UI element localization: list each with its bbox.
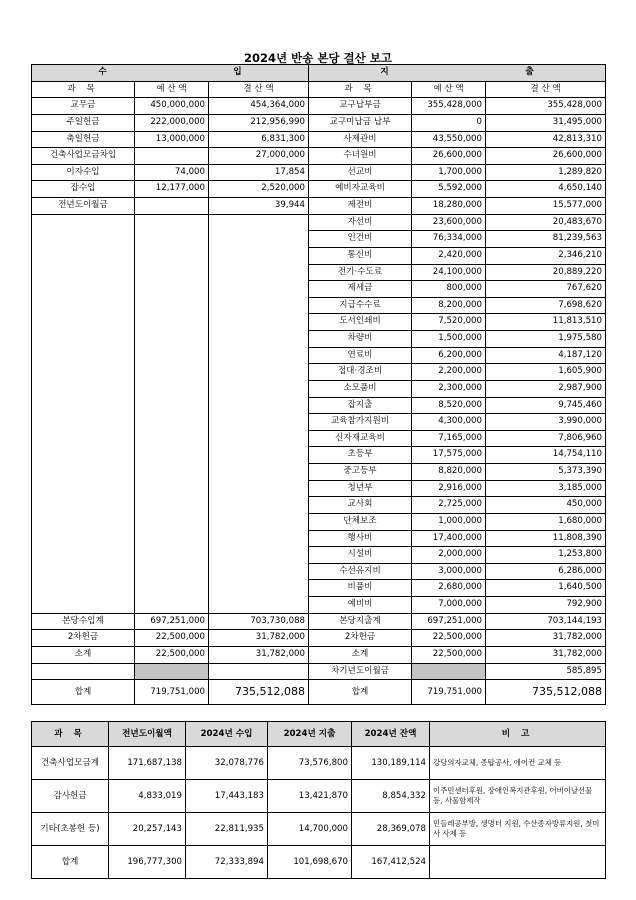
empty-cell xyxy=(135,414,209,431)
empty-cell xyxy=(209,314,309,331)
empty-cell xyxy=(32,247,135,264)
expense-item-actual: 792,900 xyxy=(486,597,606,614)
empty-cell xyxy=(209,231,309,248)
empty-cell xyxy=(32,663,135,680)
expense-total-budget: 22,500,000 xyxy=(412,630,486,647)
income-section-header: 수 입 xyxy=(32,65,309,82)
empty-cell xyxy=(32,547,135,564)
empty-cell xyxy=(32,513,135,530)
expense-item-actual: 4,187,120 xyxy=(486,347,606,364)
expense-item-budget: 26,600,000 xyxy=(412,148,486,165)
sub-column-header: 2024년 지출 xyxy=(268,722,352,747)
expense-budget-header: 예 산 액 xyxy=(412,81,486,98)
empty-cell xyxy=(209,663,309,680)
expense-item-budget: 24,100,000 xyxy=(412,264,486,281)
table-row xyxy=(32,513,606,530)
empty-cell xyxy=(135,231,209,248)
empty-cell xyxy=(135,347,209,364)
carry-next-row xyxy=(32,663,606,680)
empty-cell xyxy=(32,447,135,464)
expense-item-name: 단체보조 xyxy=(309,513,412,530)
income-item-budget xyxy=(135,198,209,215)
expense-item-name: 수선유지비 xyxy=(309,563,412,580)
expense-total-budget: 697,251,000 xyxy=(412,613,486,630)
empty-cell xyxy=(209,513,309,530)
empty-cell xyxy=(32,347,135,364)
empty-cell xyxy=(209,547,309,564)
empty-cell xyxy=(135,464,209,481)
expense-item-budget: 1,500,000 xyxy=(412,331,486,348)
table-row xyxy=(32,198,606,215)
sub-row-expense: 13,421,870 xyxy=(268,780,352,813)
expense-item-name: 신자재교육비 xyxy=(309,430,412,447)
sub-row-balance: 28,369,078 xyxy=(352,813,430,846)
expense-item-actual: 3,185,000 xyxy=(486,480,606,497)
expense-item-actual: 5,373,390 xyxy=(486,464,606,481)
expense-item-actual: 3,990,000 xyxy=(486,414,606,431)
total-row xyxy=(32,613,606,630)
income-budget-header: 예 산 액 xyxy=(135,81,209,98)
table-row xyxy=(32,214,606,231)
empty-cell xyxy=(135,314,209,331)
empty-cell xyxy=(209,464,309,481)
sub-row-income: 17,443,183 xyxy=(186,780,268,813)
income-item-budget: 12,177,000 xyxy=(135,181,209,198)
expense-item-budget: 17,575,000 xyxy=(412,447,486,464)
empty-cell xyxy=(209,430,309,447)
expense-item-name: 시설비 xyxy=(309,547,412,564)
expense-item-budget: 2,200,000 xyxy=(412,364,486,381)
table-row xyxy=(32,563,606,580)
table-row xyxy=(32,297,606,314)
expense-item-name: 통신비 xyxy=(309,247,412,264)
expense-item-actual: 26,600,000 xyxy=(486,148,606,165)
empty-cell xyxy=(209,563,309,580)
income-grand-budget: 719,751,000 xyxy=(135,680,209,705)
income-item-name: 건축사업모금차입 xyxy=(32,148,135,165)
table-row xyxy=(32,430,606,447)
income-item-name: 교무금 xyxy=(32,98,135,115)
empty-cell xyxy=(32,214,135,231)
expense-item-name: 예비자교육비 xyxy=(309,181,412,198)
income-item-name: 전년도이월금 xyxy=(32,198,135,215)
income-item-actual: 39,944 xyxy=(209,198,309,215)
empty-cell xyxy=(32,464,135,481)
expense-item-actual: 1,680,000 xyxy=(486,513,606,530)
expense-item-name: 접대·경조비 xyxy=(309,364,412,381)
expense-item-actual: 42,813,310 xyxy=(486,131,606,148)
table-row xyxy=(32,530,606,547)
expense-item-actual: 450,000 xyxy=(486,497,606,514)
expense-item-budget: 6,200,000 xyxy=(412,347,486,364)
expense-item-budget: 0 xyxy=(412,114,486,131)
income-item-actual: 17,854 xyxy=(209,164,309,181)
expense-item-actual: 1,605,900 xyxy=(486,364,606,381)
expense-item-name: 초등부 xyxy=(309,447,412,464)
income-item-name: 주일헌금 xyxy=(32,114,135,131)
sub-column-header: 2024년 잔액 xyxy=(352,722,430,747)
empty-cell xyxy=(32,497,135,514)
sub-table-row xyxy=(32,846,606,879)
expense-item-budget: 4,300,000 xyxy=(412,414,486,431)
empty-cell xyxy=(32,530,135,547)
sub-table-row xyxy=(32,813,606,846)
empty-cell xyxy=(209,380,309,397)
expense-item-actual: 2,346,210 xyxy=(486,247,606,264)
empty-cell xyxy=(209,497,309,514)
expense-item-budget: 7,520,000 xyxy=(412,314,486,331)
empty-cell xyxy=(135,297,209,314)
expense-item-actual: 1,253,800 xyxy=(486,547,606,564)
empty-cell xyxy=(32,380,135,397)
income-item-budget: 13,000,000 xyxy=(135,131,209,148)
income-total-budget: 697,251,000 xyxy=(135,613,209,630)
carry-next-name: 차기년도이월금 xyxy=(309,663,412,680)
gray-cell xyxy=(412,663,486,680)
expense-item-budget: 43,550,000 xyxy=(412,131,486,148)
expense-item-actual: 6,286,000 xyxy=(486,563,606,580)
expense-item-name: 도서인쇄비 xyxy=(309,314,412,331)
sub-row-income: 72,333,894 xyxy=(186,846,268,879)
carry-next-actual: 585,895 xyxy=(486,663,606,680)
table-row xyxy=(32,397,606,414)
empty-cell xyxy=(209,530,309,547)
table-row xyxy=(32,464,606,481)
expense-item-budget: 1,000,000 xyxy=(412,513,486,530)
income-item-name: 축일헌금 xyxy=(32,131,135,148)
income-actual-header: 결 산 액 xyxy=(209,81,309,98)
income-grand-name: 합계 xyxy=(32,680,135,705)
empty-cell xyxy=(135,214,209,231)
income-item-actual: 27,000,000 xyxy=(209,148,309,165)
expense-total-actual: 703,144,193 xyxy=(486,613,606,630)
expense-item-budget: 2,300,000 xyxy=(412,380,486,397)
income-total-budget: 22,500,000 xyxy=(135,646,209,663)
sub-row-note: 이주민센터후원, 장애인복지관후원, 어버이날선물 등, 사물함제작 xyxy=(430,780,606,813)
empty-cell xyxy=(135,364,209,381)
table-row xyxy=(32,98,606,115)
empty-cell xyxy=(209,597,309,614)
table-row xyxy=(32,314,606,331)
expense-total-name: 소계 xyxy=(309,646,412,663)
table-row xyxy=(32,114,606,131)
expense-item-name: 교구미납금 납부 xyxy=(309,114,412,131)
expense-item-name: 전기·수도료 xyxy=(309,264,412,281)
expense-item-name: 교구납부금 xyxy=(309,98,412,115)
total-row xyxy=(32,646,606,663)
expense-item-actual: 31,495,000 xyxy=(486,114,606,131)
table-row xyxy=(32,148,606,165)
income-total-name: 소계 xyxy=(32,646,135,663)
expense-total-budget: 22,500,000 xyxy=(412,646,486,663)
expense-item-name: 제전비 xyxy=(309,198,412,215)
expense-total-name: 본당지출계 xyxy=(309,613,412,630)
sub-row-prev: 196,777,300 xyxy=(109,846,186,879)
expense-item-actual: 1,640,500 xyxy=(486,580,606,597)
empty-cell xyxy=(32,314,135,331)
income-total-actual: 703,730,088 xyxy=(209,613,309,630)
sub-column-header: 과 목 xyxy=(32,722,109,747)
empty-cell xyxy=(209,331,309,348)
sub-row-name: 기타(초봉헌 등) xyxy=(32,813,109,846)
expense-item-actual: 11,808,390 xyxy=(486,530,606,547)
table-row xyxy=(32,131,606,148)
income-grand-actual: 735,512,088 xyxy=(209,680,309,705)
total-row xyxy=(32,630,606,647)
income-item-actual: 454,364,000 xyxy=(209,98,309,115)
sub-row-prev: 171,687,138 xyxy=(109,747,186,780)
table-row xyxy=(32,164,606,181)
empty-cell xyxy=(209,247,309,264)
sub-row-name: 건축사업모금계 xyxy=(32,747,109,780)
expense-item-budget: 76,334,000 xyxy=(412,231,486,248)
empty-cell xyxy=(135,331,209,348)
empty-cell xyxy=(209,281,309,298)
empty-cell xyxy=(32,281,135,298)
table-row xyxy=(32,231,606,248)
expense-item-budget: 5,592,000 xyxy=(412,181,486,198)
empty-cell xyxy=(135,563,209,580)
empty-cell xyxy=(135,380,209,397)
table-row xyxy=(32,447,606,464)
empty-cell xyxy=(135,430,209,447)
income-item-actual: 212,956,990 xyxy=(209,114,309,131)
expense-item-actual: 81,239,563 xyxy=(486,231,606,248)
sub-row-expense: 73,576,800 xyxy=(268,747,352,780)
income-item-budget: 222,000,000 xyxy=(135,114,209,131)
table-row xyxy=(32,547,606,564)
income-item-budget: 74,000 xyxy=(135,164,209,181)
expense-item-budget: 1,700,000 xyxy=(412,164,486,181)
sub-row-note: 민들레공부방, 생명터 지원, 수산종자방류지원, 첫미사 사제 등 xyxy=(430,813,606,846)
sub-row-balance: 8,854,332 xyxy=(352,780,430,813)
table-row xyxy=(32,497,606,514)
expense-item-name: 선교비 xyxy=(309,164,412,181)
expense-item-actual: 7,698,620 xyxy=(486,297,606,314)
empty-cell xyxy=(209,447,309,464)
expense-grand-name: 합계 xyxy=(309,680,412,705)
expense-item-budget: 17,400,000 xyxy=(412,530,486,547)
sub-header-row xyxy=(32,722,606,747)
expense-item-actual: 767,620 xyxy=(486,281,606,298)
empty-cell xyxy=(209,214,309,231)
empty-cell xyxy=(32,580,135,597)
empty-cell xyxy=(209,297,309,314)
expense-item-name: 잡지출 xyxy=(309,397,412,414)
table-row xyxy=(32,264,606,281)
empty-cell xyxy=(32,563,135,580)
empty-cell xyxy=(135,247,209,264)
empty-cell xyxy=(135,547,209,564)
income-total-name: 본당수입계 xyxy=(32,613,135,630)
empty-cell xyxy=(209,264,309,281)
empty-cell xyxy=(32,597,135,614)
table-row xyxy=(32,247,606,264)
empty-cell xyxy=(32,231,135,248)
empty-cell xyxy=(209,480,309,497)
expense-item-actual: 4,650,140 xyxy=(486,181,606,198)
empty-cell xyxy=(209,580,309,597)
expense-item-actual: 20,889,220 xyxy=(486,264,606,281)
expense-item-name: 예비비 xyxy=(309,597,412,614)
expense-item-budget: 2,680,000 xyxy=(412,580,486,597)
income-item-name: 잡수입 xyxy=(32,181,135,198)
income-item-budget xyxy=(135,148,209,165)
expense-item-budget: 7,165,000 xyxy=(412,430,486,447)
empty-cell xyxy=(32,264,135,281)
sub-row-prev: 20,257,143 xyxy=(109,813,186,846)
expense-actual-header: 결 산 액 xyxy=(486,81,606,98)
empty-cell xyxy=(135,281,209,298)
empty-cell xyxy=(32,331,135,348)
table-row xyxy=(32,414,606,431)
expense-item-name: 행사비 xyxy=(309,530,412,547)
sub-table-row xyxy=(32,780,606,813)
sub-column-header: 비 고 xyxy=(430,722,606,747)
empty-cell xyxy=(209,364,309,381)
empty-cell xyxy=(135,530,209,547)
empty-cell xyxy=(32,430,135,447)
table-row xyxy=(32,364,606,381)
table-row xyxy=(32,281,606,298)
sub-row-expense: 14,700,000 xyxy=(268,813,352,846)
expense-item-name: 수녀원비 xyxy=(309,148,412,165)
expense-item-actual: 1,975,580 xyxy=(486,331,606,348)
expense-item-name: 차량비 xyxy=(309,331,412,348)
empty-cell xyxy=(209,347,309,364)
empty-cell xyxy=(209,397,309,414)
expense-item-actual: 15,577,000 xyxy=(486,198,606,215)
expense-item-name: 자선비 xyxy=(309,214,412,231)
table-row xyxy=(32,480,606,497)
sub-row-prev: 4,833,019 xyxy=(109,780,186,813)
sub-table-row xyxy=(32,747,606,780)
expense-item-budget: 7,000,000 xyxy=(412,597,486,614)
expense-item-budget: 3,000,000 xyxy=(412,563,486,580)
income-total-actual: 31,782,000 xyxy=(209,630,309,647)
empty-cell xyxy=(135,597,209,614)
expense-item-budget: 2,000,000 xyxy=(412,547,486,564)
expense-item-budget: 355,428,000 xyxy=(412,98,486,115)
expense-item-budget: 8,520,000 xyxy=(412,397,486,414)
income-item-budget: 450,000,000 xyxy=(135,98,209,115)
empty-cell xyxy=(32,414,135,431)
empty-cell xyxy=(135,264,209,281)
expense-item-name: 교사회 xyxy=(309,497,412,514)
sub-row-name: 합계 xyxy=(32,846,109,879)
table-row xyxy=(32,597,606,614)
gray-cell xyxy=(135,663,209,680)
income-item-actual: 6,831,300 xyxy=(209,131,309,148)
expense-item-budget: 8,820,000 xyxy=(412,464,486,481)
table-row xyxy=(32,380,606,397)
expense-item-header: 과 목 xyxy=(309,81,412,98)
expense-total-actual: 31,782,000 xyxy=(486,630,606,647)
empty-cell xyxy=(135,480,209,497)
budget-settlement-table xyxy=(31,64,606,705)
expense-item-budget: 8,200,000 xyxy=(412,297,486,314)
table-row xyxy=(32,181,606,198)
grand-total-row xyxy=(32,680,606,705)
expense-item-name: 중고등부 xyxy=(309,464,412,481)
expense-item-budget: 23,600,000 xyxy=(412,214,486,231)
expense-item-budget: 800,000 xyxy=(412,281,486,298)
empty-cell xyxy=(209,414,309,431)
expense-item-actual: 9,745,460 xyxy=(486,397,606,414)
sub-row-income: 22,811,935 xyxy=(186,813,268,846)
sub-row-balance: 167,412,524 xyxy=(352,846,430,879)
expense-item-actual: 2,987,900 xyxy=(486,380,606,397)
expense-total-actual: 31,782,000 xyxy=(486,646,606,663)
expense-grand-actual: 735,512,088 xyxy=(486,680,606,705)
expense-item-budget: 2,725,000 xyxy=(412,497,486,514)
expense-item-name: 제세금 xyxy=(309,281,412,298)
expense-item-budget: 18,280,000 xyxy=(412,198,486,215)
table-row xyxy=(32,580,606,597)
empty-cell xyxy=(32,297,135,314)
table-row xyxy=(32,347,606,364)
expense-item-budget: 2,916,000 xyxy=(412,480,486,497)
expense-item-actual: 14,754,110 xyxy=(486,447,606,464)
expense-total-name: 2차헌금 xyxy=(309,630,412,647)
income-item-actual: 2,520,000 xyxy=(209,181,309,198)
sub-column-header: 전년도이월액 xyxy=(109,722,186,747)
sub-column-header: 2024년 수입 xyxy=(186,722,268,747)
expense-item-actual: 20,483,670 xyxy=(486,214,606,231)
sub-row-note xyxy=(430,846,606,879)
empty-cell xyxy=(135,397,209,414)
sub-row-note: 강당의자교체, 종탑공사, 에어컨 교체 등 xyxy=(430,747,606,780)
expense-item-name: 소모품비 xyxy=(309,380,412,397)
expense-item-actual: 1,289,820 xyxy=(486,164,606,181)
empty-cell xyxy=(135,580,209,597)
empty-cell xyxy=(32,364,135,381)
expense-item-name: 청년부 xyxy=(309,480,412,497)
expense-item-name: 인건비 xyxy=(309,231,412,248)
income-item-header: 과 목 xyxy=(32,81,135,98)
page-title: 2024년 반송 본당 결산 보고 xyxy=(243,51,392,65)
expense-section-header: 지 출 xyxy=(309,65,606,82)
empty-cell xyxy=(32,480,135,497)
income-total-name: 2차헌금 xyxy=(32,630,135,647)
empty-cell xyxy=(135,513,209,530)
expense-item-actual: 11,813,510 xyxy=(486,314,606,331)
sub-row-expense: 101,698,670 xyxy=(268,846,352,879)
sub-row-name: 감사헌금 xyxy=(32,780,109,813)
empty-cell xyxy=(135,447,209,464)
empty-cell xyxy=(135,497,209,514)
expense-item-name: 지급수수료 xyxy=(309,297,412,314)
sub-row-balance: 130,189,114 xyxy=(352,747,430,780)
empty-cell xyxy=(32,397,135,414)
income-item-name: 이자수입 xyxy=(32,164,135,181)
expense-item-name: 교육참가지원비 xyxy=(309,414,412,431)
special-funds-table xyxy=(31,721,606,879)
expense-item-actual: 355,428,000 xyxy=(486,98,606,115)
income-total-budget: 22,500,000 xyxy=(135,630,209,647)
table-row xyxy=(32,331,606,348)
expense-grand-budget: 719,751,000 xyxy=(412,680,486,705)
expense-item-budget: 2,420,000 xyxy=(412,247,486,264)
expense-item-name: 사제관비 xyxy=(309,131,412,148)
expense-item-name: 연료비 xyxy=(309,347,412,364)
income-total-actual: 31,782,000 xyxy=(209,646,309,663)
expense-item-actual: 7,806,960 xyxy=(486,430,606,447)
expense-item-name: 비품비 xyxy=(309,580,412,597)
sub-row-income: 32,078,776 xyxy=(186,747,268,780)
